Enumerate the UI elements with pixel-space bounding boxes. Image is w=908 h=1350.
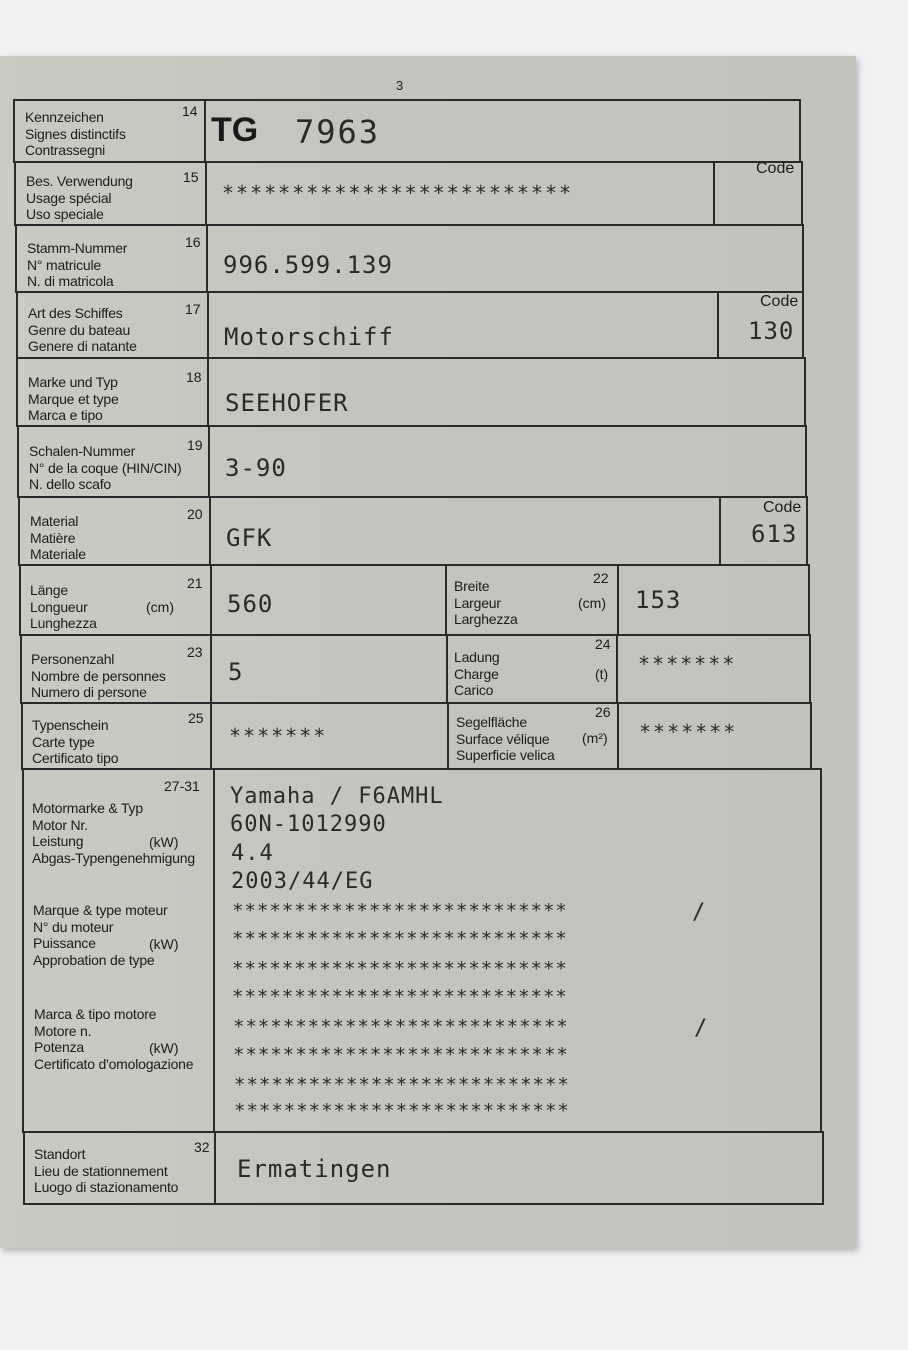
hull-number-value: 3-90 [225, 454, 287, 482]
label-it: Superficie velica [456, 747, 555, 763]
field-25-26-type-sail [21, 702, 812, 770]
code-label: Code [763, 499, 802, 516]
label-it-make: Marca & tipo motore [34, 1006, 157, 1022]
special-use-value: ************************* [222, 181, 574, 205]
label-de: Material [30, 513, 79, 529]
label-de: Typenschein [32, 717, 109, 733]
label-it: Contrassegni [25, 142, 106, 158]
field-20-material [18, 496, 808, 566]
material-value: GFK [226, 524, 273, 552]
label-fr: Marque et type [28, 390, 119, 407]
label-fr: Lieu de stationnement [34, 1162, 168, 1179]
engine-slash-1: / [692, 900, 706, 925]
label-it-number: Motore n. [34, 1022, 92, 1039]
label-fr-make: Marque & type moteur [33, 902, 168, 918]
make-type-value: SEEHOFER [225, 389, 349, 417]
sail-area-value: ******* [639, 720, 738, 744]
code-label: Code [760, 293, 799, 310]
field-number: 14 [182, 103, 198, 119]
field-number: 25 [188, 710, 204, 726]
width-value: 153 [635, 586, 682, 614]
label-fr: Surface vélique [456, 730, 550, 747]
label-de: Bes. Verwendung [26, 173, 133, 189]
boat-type-value: Motorschiff [224, 323, 394, 351]
label-it: Lunghezza [30, 615, 97, 631]
field-23-24-persons-load [20, 634, 811, 704]
load-value: ******* [638, 652, 737, 676]
label-it: N. di matricola [27, 273, 114, 289]
label-fr: Largeur [454, 594, 501, 611]
label-fr: Longueur [30, 598, 88, 615]
engine-line-10: *************************** [233, 1044, 569, 1066]
label-fr: N° de la coque (HIN/CIN) [29, 459, 182, 476]
field-number: 18 [186, 369, 202, 385]
label-de: Standort [34, 1146, 86, 1162]
sail-unit: (m²) [582, 730, 608, 746]
label-fr: N° matricule [27, 256, 101, 273]
engine-line-5: *************************** [232, 900, 568, 922]
field-number: 22 [593, 570, 609, 586]
type-certificate-value: ******* [229, 724, 328, 748]
label-it: Marca e tipo [28, 407, 103, 423]
engine-line-7: *************************** [232, 958, 568, 980]
field-number: 20 [187, 506, 203, 522]
label-de-power: Leistung [32, 833, 84, 849]
field-15-special-use [14, 161, 803, 226]
label-fr-number: N° du moteur [33, 918, 114, 935]
engine-line-8: *************************** [232, 986, 568, 1008]
field-number: 26 [595, 704, 611, 720]
field-number: 15 [183, 169, 199, 185]
label-de: Länge [30, 582, 68, 598]
label-de-approval: Abgas-Typengenehmigung [32, 849, 195, 866]
field-16-registration-number [15, 224, 804, 293]
field-number: 17 [185, 301, 201, 317]
label-it: Uso speciale [26, 206, 104, 222]
registration-number-value: 996.599.139 [223, 251, 393, 279]
label-it: Materiale [30, 546, 86, 562]
label-fr-approval: Approbation de type [33, 951, 155, 968]
field-21-22-dimensions [19, 564, 810, 636]
label-fr: Charge [454, 665, 499, 682]
power-unit-it: (kW) [149, 1040, 179, 1056]
label-fr: Genre du bateau [28, 321, 131, 338]
power-unit-fr: (kW) [149, 936, 179, 952]
location-value: Ermatingen [237, 1155, 392, 1183]
length-unit: (cm) [146, 599, 174, 615]
label-it-approval: Certificato d'omologazione [34, 1055, 194, 1072]
engine-power: 4.4 [231, 841, 274, 866]
load-unit: (t) [595, 666, 609, 682]
field-14-plate [13, 99, 801, 163]
engine-line-9: *************************** [233, 1016, 569, 1038]
field-number: 23 [187, 644, 203, 660]
boat-type-code: 130 [748, 317, 795, 345]
label-de: Breite [454, 578, 490, 594]
label-fr: Usage spécial [26, 189, 112, 206]
engine-line-6: *************************** [232, 928, 568, 950]
label-fr: Carte type [32, 733, 95, 750]
engine-approval: 2003/44/EG [231, 869, 374, 894]
engine-make-type: Yamaha / F6AMHL [230, 784, 444, 809]
label-it: N. dello scafo [29, 476, 112, 492]
label-de: Segelfläche [456, 714, 527, 730]
label-it: Larghezza [454, 611, 518, 627]
engine-line-12: *************************** [234, 1100, 570, 1122]
field-17-boat-type [16, 291, 804, 359]
label-de: Schalen-Nummer [29, 443, 136, 459]
material-code: 613 [751, 520, 798, 548]
field-number: 27-31 [164, 778, 200, 794]
label-de-make: Motormarke & Typ [32, 800, 143, 816]
label-it: Numero di persone [31, 684, 147, 700]
page-number: 3 [396, 78, 404, 93]
persons-value: 5 [228, 658, 244, 686]
field-number: 24 [595, 636, 611, 652]
code-label: Code [756, 160, 795, 177]
length-value: 560 [227, 590, 274, 618]
power-unit-de: (kW) [149, 834, 179, 850]
label-de: Ladung [454, 649, 500, 665]
label-fr: Nombre de personnes [31, 667, 166, 684]
label-it: Genere di natante [28, 338, 137, 354]
label-fr: Matière [30, 529, 76, 546]
field-27-31-engine [22, 768, 822, 1133]
label-de: Marke und Typ [28, 374, 118, 390]
engine-number: 60N-1012990 [230, 812, 387, 837]
label-fr: Signes distinctifs [25, 125, 126, 142]
plate-number: 7963 [295, 113, 381, 151]
label-de: Stamm-Nummer [27, 240, 128, 256]
width-unit: (cm) [578, 595, 606, 611]
label-it: Carico [454, 682, 494, 698]
field-number: 21 [187, 575, 203, 591]
engine-line-11: *************************** [234, 1074, 570, 1096]
label-de-number: Motor Nr. [32, 816, 88, 833]
label-it: Certificato tipo [32, 750, 119, 766]
field-18-make-type [16, 357, 806, 427]
label-de: Kennzeichen [25, 109, 104, 125]
label-de: Art des Schiffes [28, 305, 123, 321]
field-number: 19 [187, 437, 203, 453]
label-it-power: Potenza [34, 1039, 84, 1055]
label-fr-power: Puissance [33, 935, 96, 951]
label-de: Personenzahl [31, 651, 115, 667]
field-19-hull-number [17, 425, 807, 498]
plate-canton: TG [211, 111, 259, 149]
engine-slash-2: / [694, 1016, 708, 1041]
field-number: 32 [194, 1139, 210, 1155]
label-it: Luogo di stazionamento [34, 1179, 179, 1195]
field-32-location [23, 1131, 824, 1205]
field-number: 16 [185, 234, 201, 250]
